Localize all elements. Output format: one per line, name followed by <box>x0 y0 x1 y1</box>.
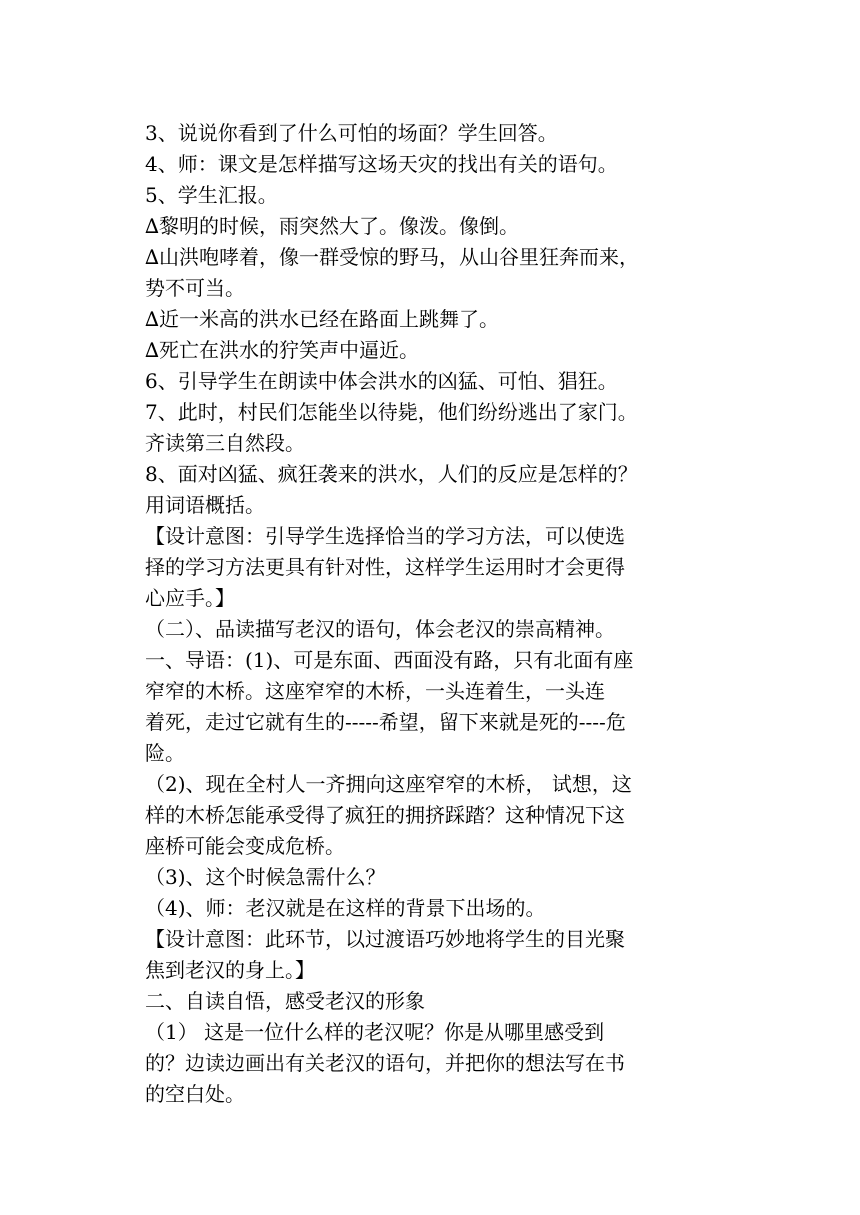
text-line: 焦到老汉的身上。】 <box>145 958 315 982</box>
text-line: （二）、品读描写老汉的语句，体会老汉的崇高精神。 <box>145 617 615 641</box>
document-page <box>145 118 725 1110</box>
text-line: ∆死亡在洪水的狞笑声中逼近。 <box>145 338 419 362</box>
text-line: 着死，走过它就有生的-----希望，留下来就是死的----危 <box>145 710 626 734</box>
text-line: 座桥可能会变成危桥。 <box>145 834 345 858</box>
text-line: 险。 <box>145 741 185 765</box>
text-line: 心应手。】 <box>145 586 235 610</box>
text-line: 4、师：课文是怎样描写这场天灾的找出有关的语句。 <box>145 152 618 176</box>
text-line: 齐读第三自然段。 <box>145 431 305 455</box>
text-line: 8、面对凶猛、疯狂袭来的洪水，人们的反应是怎样的？ <box>145 462 638 486</box>
text-line: ∆山洪咆哮着，像一群受惊的野马，从山谷里狂奔而来， <box>145 245 639 269</box>
text-line: 势不可当。 <box>145 276 245 300</box>
text-line: 择的学习方法更具有针对性，这样学生运用时才会更得 <box>145 555 625 579</box>
text-line: 5、学生汇报。 <box>145 183 278 207</box>
text-line: 用词语概括。 <box>145 493 265 517</box>
text-line: 窄窄的木桥。这座窄窄的木桥，一头连着生，一头连 <box>145 679 605 703</box>
text-line: （1） 这是一位什么样的老汉呢？你是从哪里感受到 <box>145 1020 605 1044</box>
text-line: 【设计意图：引导学生选择恰当的学习方法，可以使选 <box>145 524 625 548</box>
text-line: ∆近一米高的洪水已经在路面上跳舞了。 <box>145 307 499 331</box>
text-line: （4)、师：老汉就是在这样的背景下出场的。 <box>145 896 546 920</box>
text-line: （3)、这个时候急需什么？ <box>145 865 386 889</box>
text-line: （2)、现在全村人一齐拥向这座窄窄的木桥， 试想，这 <box>145 772 632 796</box>
text-line: 6、引导学生在朗读中体会洪水的凶猛、可怕、猖狂。 <box>145 369 618 393</box>
text-line: 【设计意图：此环节，以过渡语巧妙地将学生的目光聚 <box>145 927 625 951</box>
text-line: 的空白处。 <box>145 1082 245 1106</box>
text-line: 二、自读自悟，感受老汉的形象 <box>145 989 425 1013</box>
text-line: 7、此时，村民们怎能坐以待毙，他们纷纷逃出了家门。 <box>145 400 638 424</box>
text-line: 样的木桥怎能承受得了疯狂的拥挤踩踏？这种情况下这 <box>145 803 625 827</box>
text-line: 的？边读边画出有关老汉的语句，并把你的想法写在书 <box>145 1051 625 1075</box>
text-line: 一、导语：(1)、可是东面、西面没有路，只有北面有座 <box>145 648 634 672</box>
text-line: 3、说说你看到了什么可怕的场面？学生回答。 <box>145 121 558 145</box>
text-line: ∆黎明的时候，雨突然大了。像泼。像倒。 <box>145 214 519 238</box>
